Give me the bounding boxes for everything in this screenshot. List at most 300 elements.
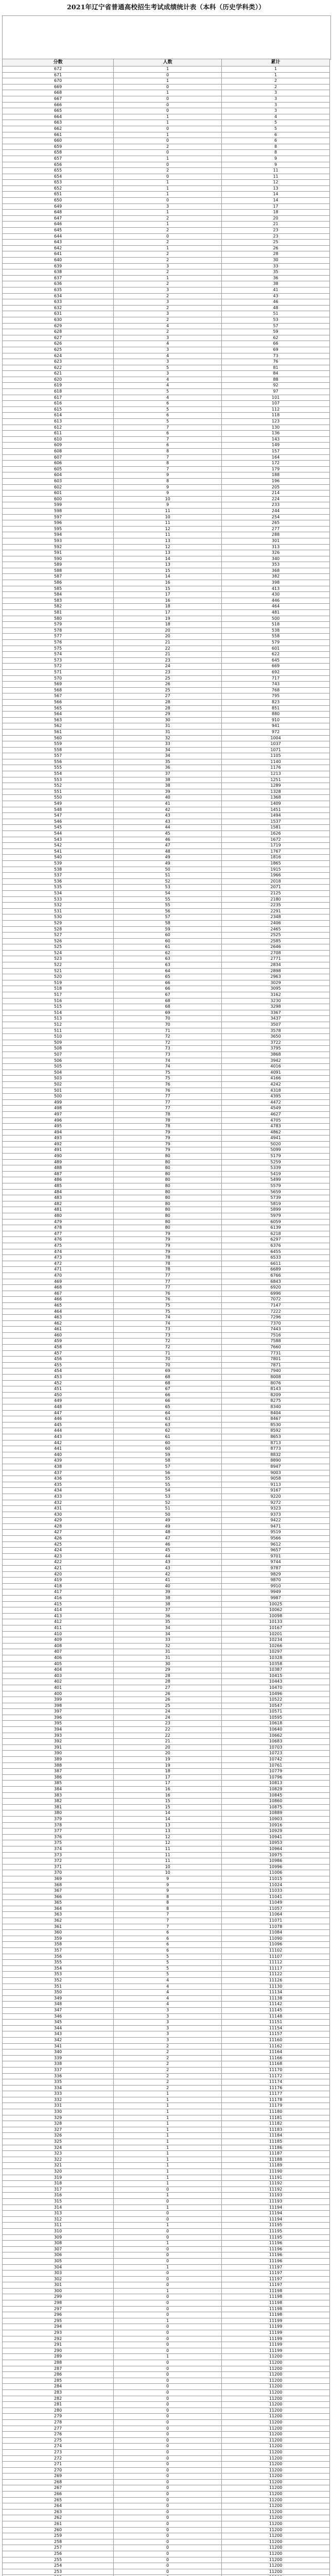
count-cell: 3: [114, 287, 222, 293]
cumulative-cell: 11033: [222, 1888, 330, 1894]
cumulative-cell: 11200: [222, 2444, 330, 2450]
score-cell: 557: [3, 753, 114, 759]
count-cell: 0: [114, 2211, 222, 2217]
cumulative-cell: 11200: [222, 2467, 330, 2473]
count-cell: 0: [114, 2234, 222, 2241]
cumulative-cell: 10929: [222, 1828, 330, 1835]
cumulative-cell: 265: [222, 520, 330, 527]
score-cell: 664: [3, 114, 114, 120]
count-cell: 4: [114, 383, 222, 389]
count-cell: 1: [114, 185, 222, 192]
count-cell: 0: [114, 2462, 222, 2468]
score-cell: 287: [3, 2366, 114, 2372]
table-row: [3, 1183, 330, 1190]
cumulative-cell: 10889: [222, 1810, 330, 1817]
table-row: [3, 586, 330, 592]
cumulative-cell: 23: [222, 228, 330, 234]
count-cell: 15: [114, 1804, 222, 1810]
score-cell: 565: [3, 705, 114, 711]
table-row: [3, 1231, 330, 1237]
count-cell: 76: [114, 1297, 222, 1303]
score-cell: 385: [3, 1781, 114, 1787]
score-cell: 392: [3, 1739, 114, 1745]
score-cell: 430: [3, 1512, 114, 1518]
table-row: [3, 682, 330, 688]
table-row: [3, 1846, 330, 1852]
score-cell: 481: [3, 1207, 114, 1213]
table-row: [3, 2426, 330, 2432]
score-cell: 400: [3, 1691, 114, 1697]
table-row: [3, 616, 330, 622]
table-row: [3, 2336, 330, 2342]
table-row: [3, 1912, 330, 1918]
cumulative-cell: 10875: [222, 1804, 330, 1810]
count-cell: 78: [114, 1261, 222, 1267]
score-cell: 343: [3, 2031, 114, 2038]
cumulative-cell: 11180: [222, 2109, 330, 2115]
cumulative-cell: 10522: [222, 1697, 330, 1703]
score-cell: 538: [3, 867, 114, 873]
score-cell: 499: [3, 1099, 114, 1106]
score-cell: 360: [3, 1930, 114, 1936]
table-row: [3, 807, 330, 813]
count-cell: 0: [114, 162, 222, 168]
table-row: [3, 2444, 330, 2450]
score-cell: 516: [3, 998, 114, 1004]
table-row: [3, 1297, 330, 1303]
table-row: [3, 132, 330, 138]
table-row: [3, 198, 330, 204]
score-cell: 293: [3, 2330, 114, 2336]
count-cell: 5: [114, 1972, 222, 1978]
count-cell: 42: [114, 807, 222, 813]
cumulative-cell: 10571: [222, 1709, 330, 1715]
count-cell: 0: [114, 2396, 222, 2402]
table-row: [3, 1315, 330, 1321]
table-row: [3, 395, 330, 401]
count-cell: 1: [114, 180, 222, 186]
cumulative-cell: 288: [222, 532, 330, 538]
score-cell: 506: [3, 1058, 114, 1064]
cumulative-cell: 149: [222, 443, 330, 449]
score-cell: 261: [3, 2521, 114, 2528]
table-row: [3, 1410, 330, 1416]
cumulative-cell: 1966: [222, 873, 330, 879]
count-cell: 12: [114, 526, 222, 532]
table-row: [3, 1279, 330, 1285]
table-row: [3, 251, 330, 258]
cumulative-cell: 164: [222, 454, 330, 461]
count-cell: 63: [114, 962, 222, 969]
table-row: [3, 705, 330, 711]
cumulative-cell: 7072: [222, 1297, 330, 1303]
count-cell: 56: [114, 1470, 222, 1476]
cumulative-cell: 214: [222, 490, 330, 497]
cumulative-cell: 11197: [222, 2282, 330, 2289]
cumulative-cell: 10986: [222, 1858, 330, 1865]
score-cell: 467: [3, 1291, 114, 1297]
table-row: [3, 1046, 330, 1052]
count-cell: 0: [114, 2282, 222, 2289]
score-cell: 290: [3, 2348, 114, 2354]
score-cell: 522: [3, 962, 114, 969]
table-row: [3, 1703, 330, 1709]
table-row: [3, 2348, 330, 2354]
table-row: [3, 1596, 330, 1602]
count-cell: 2: [114, 228, 222, 234]
table-row: [3, 1189, 330, 1195]
count-cell: 0: [114, 2366, 222, 2372]
table-row: [3, 1070, 330, 1076]
count-cell: 0: [114, 2270, 222, 2277]
table-row: [3, 2569, 330, 2575]
table-row: [3, 2539, 330, 2545]
count-cell: 1: [114, 2133, 222, 2139]
table-row: [3, 2091, 330, 2097]
cumulative-cell: 11200: [222, 2527, 330, 2533]
cumulative-cell: 130: [222, 425, 330, 431]
count-cell: 1: [114, 2145, 222, 2151]
count-cell: 26: [114, 1691, 222, 1697]
count-cell: 1: [114, 2318, 222, 2324]
table-row: [3, 2151, 330, 2157]
count-cell: 20: [114, 634, 222, 640]
count-cell: 2: [114, 240, 222, 246]
cumulative-cell: 123: [222, 419, 330, 425]
count-cell: 13: [114, 1828, 222, 1835]
table-row: [3, 777, 330, 783]
cumulative-cell: 6218: [222, 1231, 330, 1237]
count-cell: 38: [114, 1596, 222, 1602]
table-row: [3, 126, 330, 132]
table-row: [3, 341, 330, 347]
score-cell: 427: [3, 1530, 114, 1536]
score-cell: 569: [3, 682, 114, 688]
score-cell: 652: [3, 185, 114, 192]
cumulative-cell: 9657: [222, 1548, 330, 1554]
score-cell: 296: [3, 2312, 114, 2318]
count-cell: 5: [114, 1954, 222, 1960]
cumulative-cell: 11184: [222, 2133, 330, 2139]
count-cell: 0: [114, 2492, 222, 2498]
table-row: [3, 508, 330, 514]
count-cell: 0: [114, 2479, 222, 2485]
table-row: [3, 1106, 330, 1112]
score-cell: 390: [3, 1751, 114, 1757]
table-row: [3, 240, 330, 246]
cumulative-cell: 10903: [222, 1816, 330, 1822]
table-row: [3, 1553, 330, 1560]
count-cell: 2: [114, 2061, 222, 2067]
score-cell: 395: [3, 1721, 114, 1727]
table-row: [3, 2288, 330, 2294]
cumulative-cell: 84: [222, 371, 330, 377]
score-cell: 472: [3, 1261, 114, 1267]
score-cell: 348: [3, 2002, 114, 2008]
cumulative-cell: 25: [222, 240, 330, 246]
count-cell: 55: [114, 1482, 222, 1488]
score-cell: 635: [3, 287, 114, 293]
count-cell: 1: [114, 2288, 222, 2294]
score-cell: 260: [3, 2527, 114, 2533]
score-cell: 453: [3, 1375, 114, 1381]
cumulative-cell: 11200: [222, 2455, 330, 2462]
score-cell: 592: [3, 544, 114, 550]
table-row: [3, 502, 330, 509]
table-row: [3, 855, 330, 861]
table-row: [3, 980, 330, 986]
count-cell: 79: [114, 1136, 222, 1142]
count-cell: 40: [114, 795, 222, 801]
count-cell: 1: [114, 2175, 222, 2181]
count-cell: 0: [114, 2258, 222, 2264]
table-row: [3, 938, 330, 944]
table-row: [3, 2073, 330, 2079]
count-cell: 1: [114, 222, 222, 228]
table-row: [3, 1076, 330, 1082]
count-cell: 1: [114, 192, 222, 198]
cumulative-cell: 1494: [222, 813, 330, 819]
table-row: [3, 759, 330, 765]
score-cell: 500: [3, 1094, 114, 1100]
score-cell: 396: [3, 1715, 114, 1721]
count-cell: 29: [114, 1667, 222, 1673]
cumulative-cell: 10415: [222, 1673, 330, 1679]
score-cell: 435: [3, 1482, 114, 1488]
cumulative-cell: 9003: [222, 1470, 330, 1476]
score-cell: 489: [3, 1159, 114, 1165]
count-cell: 75: [114, 1076, 222, 1082]
score-cell: 338: [3, 2061, 114, 2067]
score-cell: 328: [3, 2121, 114, 2127]
count-cell: 0: [114, 2216, 222, 2223]
table-row: [3, 1345, 330, 1351]
cumulative-cell: 8653: [222, 1434, 330, 1440]
count-cell: 9: [114, 472, 222, 479]
table-row: [3, 1440, 330, 1446]
cumulative-cell: 2125: [222, 890, 330, 896]
table-row: [3, 1697, 330, 1703]
count-cell: 27: [114, 1685, 222, 1691]
cumulative-cell: 11194: [222, 2211, 330, 2217]
cumulative-cell: 3367: [222, 1010, 330, 1016]
score-cell: 438: [3, 1464, 114, 1470]
cumulative-cell: 188: [222, 472, 330, 479]
count-cell: 5: [114, 365, 222, 371]
count-cell: 6: [114, 1936, 222, 1942]
cumulative-cell: 11176: [222, 2085, 330, 2091]
cumulative-cell: 9220: [222, 1494, 330, 1500]
count-cell: 54: [114, 890, 222, 896]
cumulative-cell: 8404: [222, 1410, 330, 1416]
count-cell: 4: [114, 2002, 222, 2008]
table-row: [3, 2557, 330, 2563]
count-cell: 4: [114, 1984, 222, 1990]
table-row: [3, 1291, 330, 1297]
score-cell: 560: [3, 735, 114, 741]
table-row: [3, 1583, 330, 1589]
count-cell: 14: [114, 556, 222, 562]
table-row: [3, 890, 330, 896]
cumulative-cell: 11134: [222, 1990, 330, 1996]
cumulative-cell: 11157: [222, 2031, 330, 2038]
cumulative-cell: 11138: [222, 1995, 330, 2002]
table-row: [3, 2216, 330, 2223]
count-cell: 72: [114, 1338, 222, 1345]
score-cell: 389: [3, 1757, 114, 1763]
cumulative-cell: 9566: [222, 1536, 330, 1542]
score-cell: 583: [3, 598, 114, 604]
table-row: [3, 449, 330, 455]
score-cell: 494: [3, 1129, 114, 1136]
count-cell: 3: [114, 2007, 222, 2013]
score-cell: 497: [3, 1111, 114, 1117]
count-cell: 48: [114, 1530, 222, 1536]
score-cell: 549: [3, 801, 114, 807]
table-row: [3, 1243, 330, 1249]
cumulative-cell: 4016: [222, 1064, 330, 1070]
cumulative-cell: 30: [222, 258, 330, 264]
cumulative-cell: 340: [222, 556, 330, 562]
table-row: [3, 258, 330, 264]
cumulative-cell: 92: [222, 383, 330, 389]
table-row: [3, 484, 330, 490]
count-cell: 6: [114, 413, 222, 419]
cumulative-cell: 10916: [222, 1822, 330, 1828]
table-row: [3, 831, 330, 837]
cumulative-cell: 11198: [222, 2306, 330, 2312]
count-cell: 47: [114, 1536, 222, 1542]
cumulative-cell: 11200: [222, 2389, 330, 2396]
score-cell: 255: [3, 2557, 114, 2563]
score-cell: 359: [3, 1936, 114, 1942]
cumulative-cell: 76: [222, 359, 330, 365]
score-cell: 656: [3, 162, 114, 168]
count-cell: 2: [114, 269, 222, 276]
count-cell: 4: [114, 1990, 222, 1996]
count-cell: 22: [114, 1727, 222, 1733]
cumulative-cell: 3795: [222, 1046, 330, 1052]
table-row: [3, 1858, 330, 1865]
cumulative-cell: 11194: [222, 2216, 330, 2223]
table-row: [3, 2228, 330, 2234]
score-cell: 602: [3, 484, 114, 490]
cumulative-cell: 33: [222, 263, 330, 269]
table-row: [3, 878, 330, 885]
cumulative-cell: 500: [222, 616, 330, 622]
cumulative-cell: 11126: [222, 1978, 330, 1984]
table-row: [3, 944, 330, 951]
cumulative-cell: 5020: [222, 1141, 330, 1147]
count-cell: 54: [114, 1488, 222, 1494]
count-cell: 56: [114, 908, 222, 914]
table-row: [3, 2563, 330, 2569]
score-cell: 645: [3, 228, 114, 234]
table-row: [3, 2002, 330, 2008]
count-cell: 65: [114, 1404, 222, 1411]
table-row: [3, 550, 330, 556]
cumulative-cell: 3: [222, 96, 330, 102]
cumulative-cell: 172: [222, 461, 330, 467]
count-cell: 2: [114, 144, 222, 150]
score-cell: 284: [3, 2384, 114, 2390]
count-cell: 15: [114, 586, 222, 592]
table-row: [3, 2175, 330, 2181]
cumulative-cell: 11193: [222, 2193, 330, 2199]
cumulative-cell: 10234: [222, 1637, 330, 1643]
count-cell: 0: [114, 2402, 222, 2408]
score-cell: 347: [3, 2007, 114, 2013]
score-cell: 307: [3, 2246, 114, 2252]
table-row: [3, 1416, 330, 1422]
cumulative-cell: 12: [222, 180, 330, 186]
table-row: [3, 293, 330, 299]
count-cell: 76: [114, 1081, 222, 1088]
table-row: [3, 215, 330, 222]
count-cell: 80: [114, 1207, 222, 1213]
cumulative-cell: 11200: [222, 2497, 330, 2503]
score-cell: 388: [3, 1762, 114, 1769]
count-cell: 0: [114, 2432, 222, 2438]
score-cell: 276: [3, 2432, 114, 2438]
cumulative-cell: 81: [222, 365, 330, 371]
score-cell: 483: [3, 1195, 114, 1201]
count-cell: 13: [114, 562, 222, 568]
count-cell: 3: [114, 204, 222, 210]
count-cell: 49: [114, 1518, 222, 1524]
count-cell: 37: [114, 1607, 222, 1614]
table-row: [3, 2515, 330, 2521]
count-cell: 0: [114, 2449, 222, 2455]
count-cell: 28: [114, 1679, 222, 1685]
table-row: [3, 1261, 330, 1267]
cumulative-cell: 743: [222, 682, 330, 688]
score-cell: 333: [3, 2091, 114, 2097]
count-cell: 58: [114, 920, 222, 926]
table-row: [3, 490, 330, 497]
table-row: [3, 1601, 330, 1607]
cumulative-cell: 112: [222, 406, 330, 413]
score-cell: 541: [3, 849, 114, 855]
score-cell: 496: [3, 1117, 114, 1124]
cumulative-cell: 3507: [222, 1022, 330, 1028]
table-row: [3, 2324, 330, 2330]
count-cell: 3: [114, 335, 222, 341]
cumulative-cell: 11041: [222, 1894, 330, 1900]
table-row: [3, 950, 330, 956]
count-cell: 17: [114, 592, 222, 598]
table-row: [3, 2276, 330, 2282]
table-row: [3, 436, 330, 443]
count-cell: 2: [114, 168, 222, 174]
count-cell: 80: [114, 1165, 222, 1172]
cumulative-cell: 10953: [222, 1840, 330, 1846]
count-cell: 29: [114, 711, 222, 718]
table-row: [3, 263, 330, 269]
score-cell: 632: [3, 305, 114, 311]
count-cell: 49: [114, 860, 222, 867]
score-cell: 382: [3, 1799, 114, 1805]
count-cell: 36: [114, 765, 222, 771]
count-cell: 2: [114, 2055, 222, 2061]
cumulative-cell: 43: [222, 293, 330, 299]
cumulative-cell: 11189: [222, 2163, 330, 2169]
table-row: [3, 2169, 330, 2175]
count-cell: 48: [114, 849, 222, 855]
count-cell: 19: [114, 1757, 222, 1763]
score-cell: 280: [3, 2408, 114, 2414]
score-cell: 330: [3, 2109, 114, 2115]
